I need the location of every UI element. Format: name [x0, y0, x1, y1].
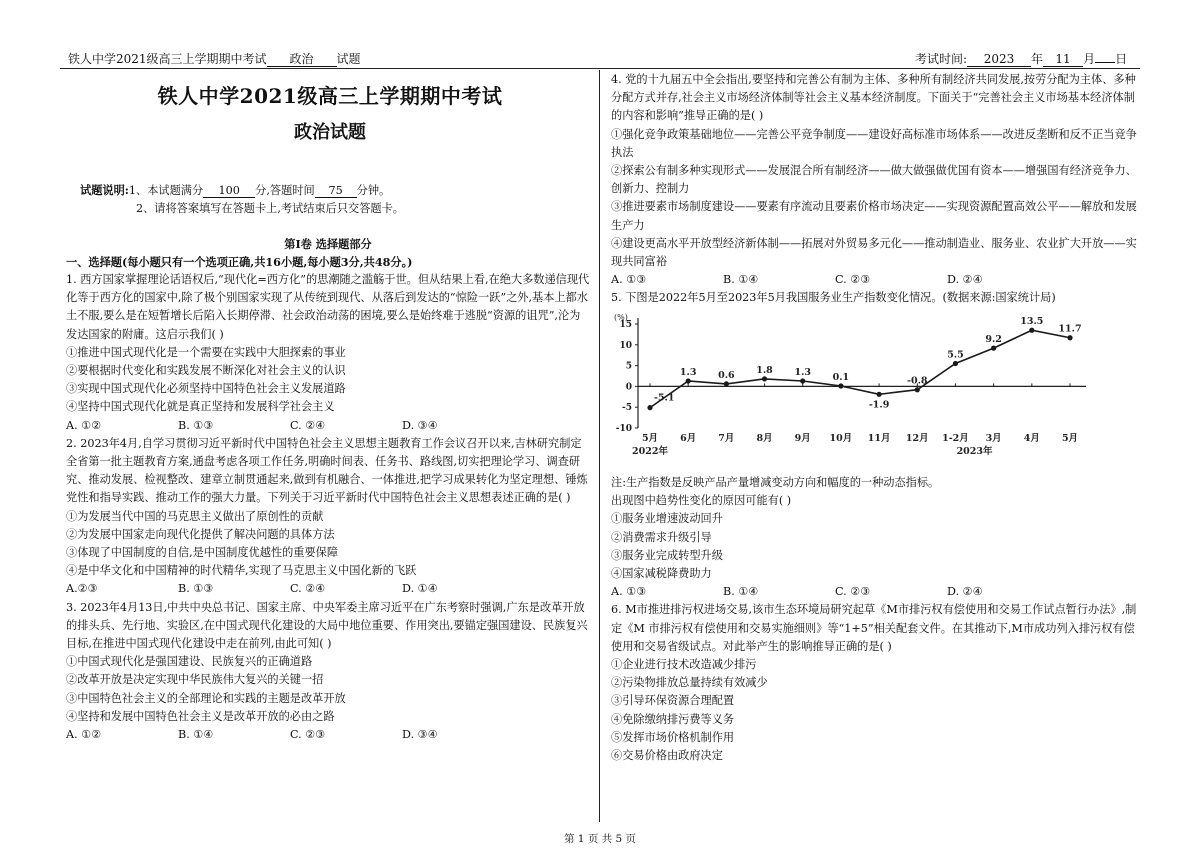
y-tick-label: 5: [625, 361, 632, 372]
q4-option-c[interactable]: C. ②③: [835, 273, 871, 287]
q1-option-a[interactable]: A. ①②: [66, 418, 102, 432]
q1-statement: ③实现中国式现代化必须坚持中国特色社会主义发展道路: [66, 382, 346, 396]
q3-statement: ①中国式现代化是强国建设、民族复兴的正确道路: [66, 655, 313, 669]
q6-statement: ⑥交易价格由政府决定: [611, 749, 723, 763]
q1-stem: 1. 西方国家掌握理论话语权后,“现代化=西方化”的思潮随之滥觞于世。但从结果上看,在绝大多数递信现代化等于西方化的国家中,除了极个别国家实现了从传统到现代、从落后到发达的“惊险一跃”之外,基本上都水土不服,要么是在短暂增长后陷入长期停滞、社会政治动荡的困境,要么是始终难于逃脱“资源的诅咒”,沦为发达国家的附庸。这启示我们( ): [66, 273, 590, 341]
question-4: [611, 71, 1137, 289]
question-6: [611, 601, 1137, 765]
q6-stem: 6. M市推进排污权进场交易,该市生态环境局研究起草《M市排污权有偿使用和交易工作试点暂行办法》,制定《M 市排污权有偿使用和交易实施细则》等“1+5”相关配套文件。在其推动下,M市成功列入排污权有偿使用和交易省级试点。对此举产生的影响推导正确的是( ): [611, 603, 1137, 653]
header-subject: 政治: [267, 53, 337, 67]
data-point: [647, 405, 652, 410]
y-axis-unit-label: (%): [614, 313, 628, 322]
q6-statement: ⑤发挥市场价格机制作用: [611, 730, 735, 744]
q2-stem: 2. 2023年4月,自学习贯彻习近平新时代中国特色社会主义思想主题教育工作会议召开以来,吉林研究制定全省第一批主题教育方案,通盘考虑各项工作任务,明确时间表、任务书、路线图,切实把理论学习、调查研究、推动发展、检视整改、建章立制贯通起来,做到有机融合、一体推进,把学习成果转化为坚定理想、锤炼党性和指导实践、推动工作的强大力量。下列关于习近平新时代中国特色社会主义思想表述正确的是( ): [66, 436, 588, 505]
header-right: [915, 50, 1127, 67]
exam-year: 2023: [967, 53, 1031, 67]
data-point: [838, 383, 843, 388]
q3-statement: ②改革开放是决定实现中华民族伟大复兴的关键一招: [66, 673, 324, 687]
service-index-chart: [608, 312, 1088, 472]
q5-statement: ①服务业增速波动回升: [611, 512, 723, 526]
year-unit: 年: [1031, 52, 1044, 66]
y-tick-label: -5: [622, 403, 632, 414]
y-tick-label: 15: [619, 320, 632, 330]
data-label: 5.5: [947, 349, 964, 361]
q6-statement: ①企业进行技术改造减少排污: [611, 658, 757, 672]
data-point: [953, 361, 958, 366]
q5-statement: ④国家减税降费助力: [611, 567, 712, 581]
column-divider: [599, 70, 600, 822]
q5-options: [611, 583, 1137, 601]
data-point: [686, 378, 691, 383]
q4-statement: ③推进要素市场制度建设——要素有序流动且要素价格市场决定——实现资源配置高效公平——解放和发展生产力: [611, 200, 1137, 232]
year-label-2023: 2023年: [956, 446, 993, 457]
q4-options: [611, 271, 1137, 289]
q2-statement: ④是中华文化和中国精神的时代精华,实现了马克思主义中国化新的飞跃: [66, 564, 417, 578]
q3-statement: ③中国特色社会主义的全部理论和实践的主题是改革开放: [66, 691, 346, 705]
q1-statement: ④坚持中国式现代化就是真正坚持和发展科学社会主义: [66, 400, 335, 414]
q6-statement: ③引导环保资源合理配置: [611, 694, 735, 708]
section-subtitle: 一、选择题(每小题只有一个选项正确,共16小题,每小题3分,共48分。): [66, 255, 413, 270]
header-school: 铁人中学2021级高三上学期期中考试: [68, 52, 267, 66]
q3-option-c[interactable]: C. ②③: [290, 728, 326, 742]
x-tick-label: 3月: [985, 433, 1002, 444]
instr-score: 100: [203, 184, 255, 198]
q4-option-b[interactable]: B. ①④: [723, 273, 759, 287]
data-label: -0.8: [907, 375, 928, 387]
instr-line2: 2、请将答案填写在答题卡上,考试结束后只交答题卡。: [136, 202, 404, 216]
q4-statement: ①强化竞争政策基础地位——完善公平竞争制度——建设好高标准市场体系——改进反垄断和反不正当竞争执法: [611, 127, 1137, 159]
q4-statement: ④建设更高水平开放型经济新体制——拓展对外贸易多元化——推动制造业、服务业、农业扩大开放——实现共同富裕: [611, 236, 1137, 269]
section-title: 第Ⅰ卷 选择题部分: [284, 237, 372, 251]
q5-question: 出现图中趋势性变化的原因可能有( ): [611, 494, 792, 508]
data-point: [800, 378, 805, 383]
year-label-2022: 2022年: [632, 446, 668, 457]
q2-statement: ②为发展中国家走向现代化提供了解决问题的具体方法: [66, 527, 335, 541]
question-2: [66, 435, 590, 599]
y-tick-label: 10: [619, 340, 632, 351]
q6-statement: ②污染物排放总量持续有效减少: [611, 676, 768, 690]
q5-option-c[interactable]: C. ②③: [835, 585, 871, 599]
instructions: [80, 181, 590, 218]
q5-statement: ②消费需求升级引导: [611, 530, 712, 544]
q4-stem: 4. 党的十九届五中全会指出,要坚持和完善公有制为主体、多种所有制经济共同发展,按劳分配为主体、多种分配方式并存,社会主义市场经济体制等社会主义基本经济制度。下面关于“完善社会主义市场基本经济体制的内容和影响”推导正确的是( ): [611, 73, 1136, 123]
q4-option-a[interactable]: A. ①③: [611, 273, 647, 287]
instructions-label: 试题说明:: [80, 183, 129, 197]
header-suffix: 试题: [336, 52, 361, 66]
q3-option-b[interactable]: B. ①④: [178, 728, 214, 742]
data-point: [1029, 328, 1034, 333]
q3-stem: 3. 2023年4月13日,中共中央总书记、国家主席、中央军委主席习近平在广东考察时强调,广东是改革开放的排头兵、先行地、实验区,在中国式现代化建设的大局中地位重要、作用突出,要锚定强国建设、民族复兴目标,在推进中国式现代化建设中走在前列,由此可知( ): [66, 600, 588, 651]
q2-option-c[interactable]: C. ②④: [290, 582, 326, 596]
x-tick-label: 10月: [829, 433, 853, 444]
q5-option-b[interactable]: B. ①④: [723, 585, 759, 599]
q5-option-d[interactable]: D. ②④: [947, 585, 983, 599]
exam-subtitle: 政治试题: [294, 122, 366, 143]
instr-line1-a: 1、本试题满分: [128, 184, 204, 197]
header-left: [68, 50, 361, 67]
right-column-bottom: [611, 474, 1137, 765]
q2-options: [66, 580, 590, 598]
right-column-top: [611, 71, 1137, 308]
series-line: [650, 330, 1070, 407]
q4-statement: ②探索公有制多种实现形式——发展混合所有制经济——做大做强做优国有资本——增强国有经济竞争力、创新力、控制力: [611, 164, 1137, 196]
exam-day: [1095, 62, 1115, 63]
x-tick-label: 12月: [905, 433, 929, 444]
x-tick-label: 5月: [1061, 433, 1079, 444]
q2-statement: ③体现了中国制度的自信,是中国制度优越性的重要保障: [66, 546, 339, 560]
q3-options: [66, 726, 590, 744]
q2-statement: ①为发展当代中国的马克思主义做出了原创性的贡献: [66, 509, 324, 523]
data-label: 1.8: [756, 364, 773, 376]
q1-option-b[interactable]: B. ①③: [178, 418, 214, 432]
instr-line1-b: 分,答题时间: [255, 184, 315, 197]
data-label: 13.5: [1020, 316, 1044, 328]
data-label: 1.3: [794, 366, 811, 378]
month-unit: 月: [1083, 52, 1096, 66]
q3-statement: ④坚持和发展中国特色社会主义是改革开放的必由之路: [66, 709, 335, 723]
x-tick-label: 11月: [867, 433, 891, 444]
q2-option-d[interactable]: D. ①④: [402, 582, 438, 596]
data-point: [762, 376, 767, 381]
header-rule: [60, 68, 1140, 69]
question-3: [66, 599, 590, 745]
data-label: 0.6: [718, 369, 735, 381]
q3-option-a[interactable]: A. ①②: [66, 728, 102, 742]
q1-options: [66, 417, 590, 435]
data-label: 1.3: [679, 366, 697, 378]
data-point: [724, 381, 729, 386]
y-tick-label: 0: [625, 382, 632, 393]
q1-statement: ②要根据时代变化和实践发展不断深化对社会主义的认识: [66, 364, 346, 378]
x-tick-label: 9月: [794, 433, 811, 444]
exam-month: 11: [1043, 53, 1083, 67]
x-tick-label: 1-2月: [942, 433, 969, 444]
q1-option-c[interactable]: C. ②④: [290, 418, 326, 432]
data-label: -5.1: [654, 392, 675, 404]
q6-statement: ④免除缴纳排污费等义务: [611, 712, 735, 726]
left-column: [66, 271, 590, 744]
instr-line1-c: 分钟。: [356, 184, 391, 197]
q5-statement: ③服务业完成转型升级: [611, 548, 723, 562]
question-1: [66, 271, 590, 435]
data-point: [915, 387, 920, 392]
x-tick-label: 6月: [680, 433, 697, 444]
q3-option-d[interactable]: D. ③④: [402, 728, 438, 742]
exam-time-label: 考试时间:: [915, 52, 968, 66]
section-heading: [66, 235, 590, 271]
q1-option-d[interactable]: D. ③④: [402, 418, 438, 432]
q5-note: 注:生产指数是反映产品产量增减变动方向和幅度的一种动态指标。: [611, 476, 940, 489]
x-tick-label: 8月: [756, 433, 773, 444]
y-tick-label: -10: [615, 424, 632, 434]
q5-stem: 5. 下图是2022年5月至2023年5月我国服务业生产指数变化情况。(数据来源:国家统计局): [611, 291, 1056, 305]
day-unit: 日: [1115, 52, 1128, 66]
instr-minutes: 75: [315, 184, 357, 198]
data-point: [991, 346, 996, 351]
data-label: 0.1: [832, 371, 850, 383]
x-tick-label: 5月: [641, 433, 659, 444]
data-point: [876, 392, 881, 397]
exam-title: 铁人中学2021级高三上学期期中考试: [157, 84, 503, 108]
q2-option-a[interactable]: A.②③: [66, 582, 98, 596]
q5-option-a[interactable]: A. ①③: [611, 585, 647, 599]
q4-option-d[interactable]: D. ②④: [947, 273, 983, 287]
data-point: [1067, 335, 1072, 340]
x-tick-label: 7月: [718, 433, 735, 444]
data-label: -1.9: [868, 399, 890, 411]
data-label: 11.7: [1058, 323, 1082, 335]
q1-statement: ①推进中国式现代化是一个需要在实践中大胆探索的事业: [66, 345, 346, 359]
page-footer: 第 1 页 共 5 页: [563, 833, 637, 845]
q2-option-b[interactable]: B. ①③: [178, 582, 214, 596]
data-label: 9.2: [985, 334, 1002, 346]
x-tick-label: 4月: [1023, 433, 1040, 444]
